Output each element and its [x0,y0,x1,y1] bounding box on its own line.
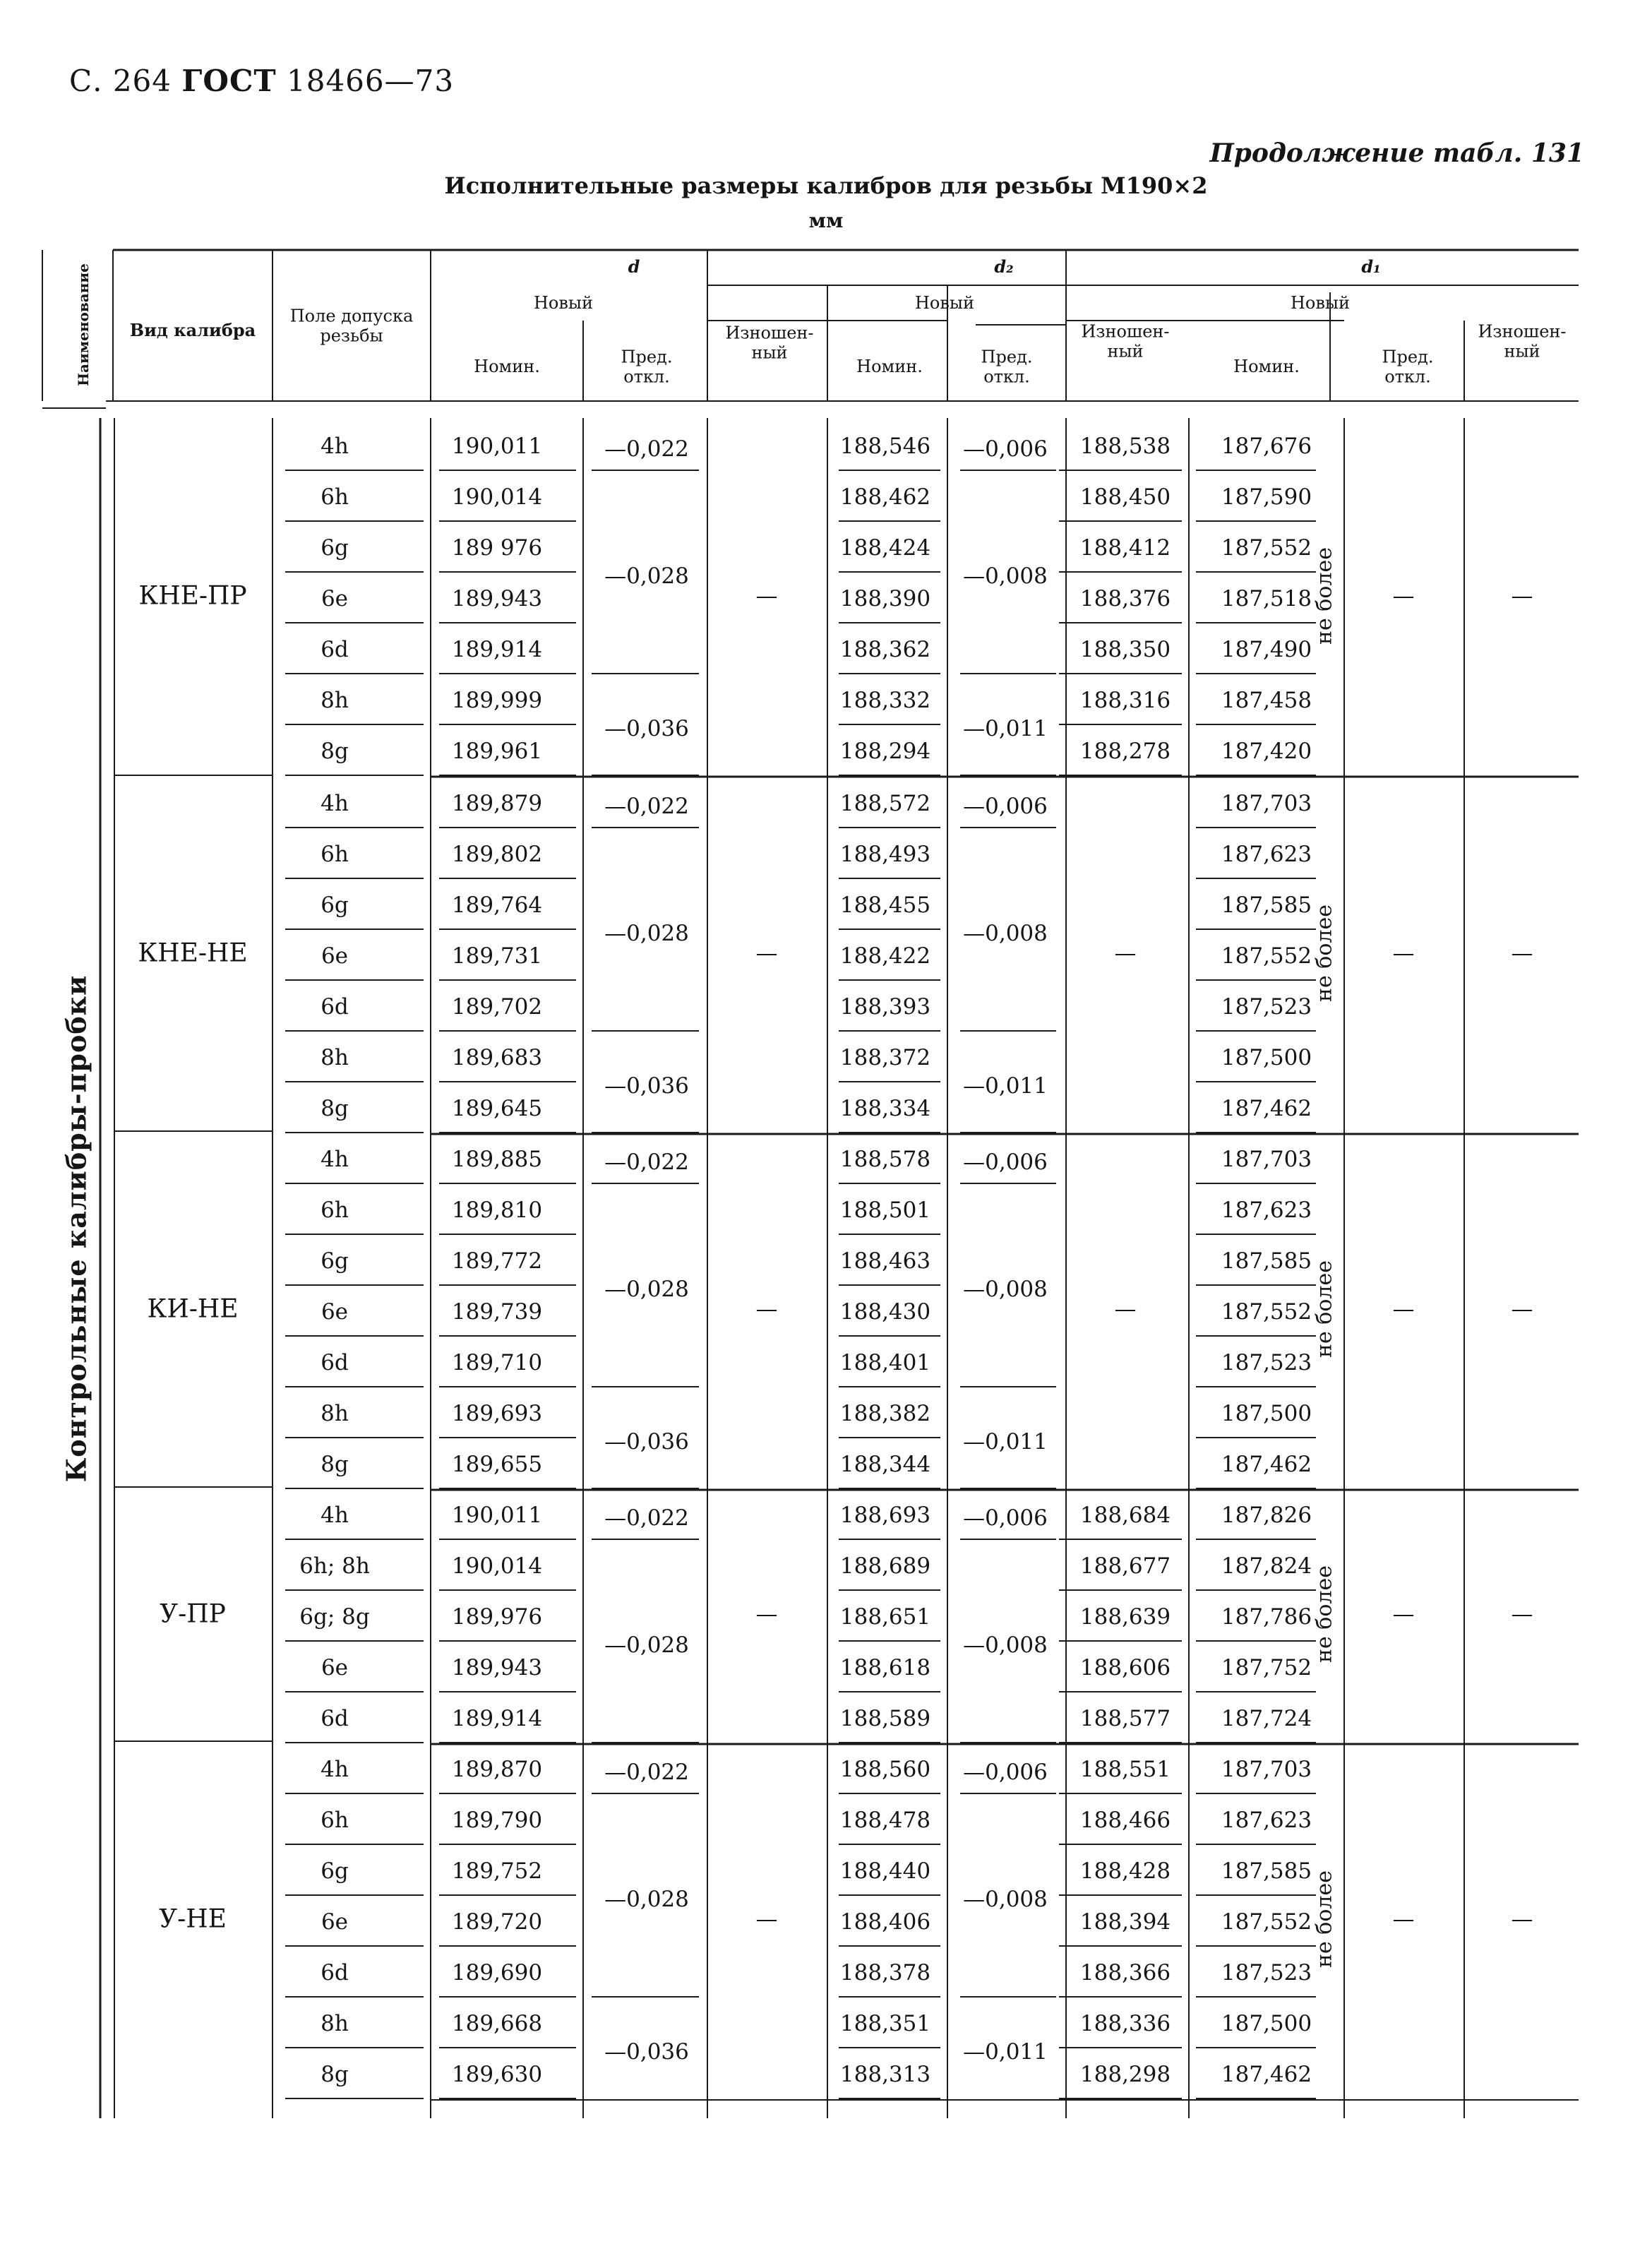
d2-worn: 188,538 [1079,434,1171,459]
table-title: Исполнительные размеры калибров для резьбы М190×2 [444,172,1208,199]
tolerance-field: 6d [321,1960,349,1986]
d2-worn: 188,316 [1079,688,1171,713]
d2-nominal: 188,501 [839,1198,931,1223]
d1-nominal: 187,703 [1221,791,1312,816]
d2-tolerance-dev: —0,011 [963,2039,1048,2065]
d-nominal: 189,885 [451,1147,543,1172]
d1-nominal: 187,623 [1221,842,1312,867]
d1-worn-dash: — [1511,941,1533,966]
d-nominal: 190,014 [451,484,543,510]
d-nominal: 189,702 [451,994,543,1020]
d2-worn: 188,466 [1079,1808,1171,1833]
d-nominal: 189,790 [451,1808,543,1833]
d2-worn: 188,278 [1079,739,1171,764]
d-nominal: 189,802 [451,842,543,867]
d2-nominal: 188,546 [839,434,931,459]
d-tolerance-dev: —0,036 [604,2039,689,2065]
d-worn-dash: — [755,1296,778,1322]
d1-not-more-label: не более [1312,904,1337,1002]
d1-not-more-label: не более [1312,1565,1337,1663]
d2-worn: 188,677 [1079,1553,1171,1579]
tolerance-field: 6g [321,1248,349,1274]
d-worn-dash: — [755,1601,778,1627]
d2-worn: 188,376 [1079,586,1171,611]
d2-tolerance-dev: —0,011 [963,1429,1048,1455]
d2-tolerance-dev: —0,006 [963,1150,1048,1175]
tolerance-field: 6d [321,637,349,662]
d-tolerance-dev: —0,028 [604,1632,689,1658]
tolerance-field: 6h [321,484,349,510]
column-header-d-dev: Пред. откл. [621,347,673,386]
d1-nominal: 187,552 [1221,1299,1312,1325]
tolerance-field: 8g [321,739,349,764]
d-tolerance-dev: —0,022 [604,1505,689,1531]
d2-worn: 188,450 [1079,484,1171,510]
d-nominal: 189,630 [451,2062,543,2087]
d2-nominal: 188,422 [839,943,931,969]
d1-nominal: 187,590 [1221,484,1312,510]
d2-tolerance-dev: —0,006 [963,794,1048,819]
d2-nominal: 188,689 [839,1553,931,1579]
tolerance-field: 4h [321,434,349,459]
tolerance-field: 6h [321,1808,349,1833]
d-tolerance-dev: —0,028 [604,921,689,946]
d-nominal: 189,879 [451,791,543,816]
gauge-kind-label: КИ-НЕ [147,1294,239,1324]
d2-worn: 188,577 [1079,1706,1171,1731]
tolerance-field: 6d [321,994,349,1020]
column-header-d2: d₂ [994,256,1014,277]
column-header-d2-nom: Номин. [856,357,923,377]
column-header-d-nom: Номин. [474,357,540,377]
d-tolerance-dev: —0,022 [604,1760,689,1785]
d2-nominal: 188,401 [839,1350,931,1375]
d1-nominal: 187,623 [1221,1198,1312,1223]
d-nominal: 189,943 [451,586,543,611]
d2-worn: 188,412 [1079,535,1171,561]
d1-nominal: 187,585 [1221,1248,1312,1274]
d2-tolerance-dev: —0,008 [963,1632,1048,1658]
d2-worn: 188,298 [1079,2062,1171,2087]
d1-nominal: 187,500 [1221,1045,1312,1070]
d-nominal: 189,870 [451,1757,543,1782]
tolerance-field: 8h [321,688,349,713]
d1-dev-dash: — [1392,583,1415,609]
d2-tolerance-dev: —0,011 [963,1073,1048,1099]
d-nominal: 189,739 [451,1299,543,1325]
d1-nominal: 187,826 [1221,1503,1312,1528]
column-header-d2-worn: Изношен-ный [1081,321,1170,361]
d1-nominal: 187,523 [1221,1960,1312,1986]
column-header-name: Наименование [75,263,92,386]
d2-nominal: 188,332 [839,688,931,713]
d2-worn-dash: — [1114,941,1137,966]
d-nominal: 190,011 [451,1503,543,1528]
d1-nominal: 187,752 [1221,1655,1312,1680]
table-continuation-label: Продолжение табл. 131 [1209,138,1584,168]
d1-nominal: 187,703 [1221,1757,1312,1782]
d-tolerance-dev: —0,028 [604,563,689,589]
column-header-d2-new: Новый [915,293,974,314]
d1-nominal: 187,585 [1221,1858,1312,1884]
tolerance-field: 8h [321,1401,349,1426]
d-tolerance-dev: —0,022 [604,436,689,462]
column-header-kind: Вид калибра [129,320,256,341]
d2-worn: 188,639 [1079,1604,1171,1630]
d2-nominal: 188,478 [839,1808,931,1833]
tolerance-field: 4h [321,1757,349,1782]
d2-tolerance-dev: —0,006 [963,1760,1048,1785]
d1-worn-dash: — [1511,583,1533,609]
tolerance-field: 8g [321,2062,349,2087]
d2-worn: 188,428 [1079,1858,1171,1884]
tolerance-field: 6e [321,943,349,969]
d-nominal: 190,011 [451,434,543,459]
d-nominal: 189,731 [451,943,543,969]
d1-dev-dash: — [1392,1296,1415,1322]
column-header-d1-nom: Номин. [1233,357,1300,377]
d2-nominal: 188,362 [839,637,931,662]
d1-nominal: 187,462 [1221,2062,1312,2087]
d2-worn-dash: — [1114,1296,1137,1322]
d1-nominal: 187,824 [1221,1553,1312,1579]
d2-tolerance-dev: —0,008 [963,1887,1048,1912]
d-nominal: 189,764 [451,892,543,918]
tolerance-field: 6d [321,1350,349,1375]
tolerance-field: 6h [321,842,349,867]
tolerance-field: 6g; 8g [299,1604,370,1630]
tolerance-field: 4h [321,1503,349,1528]
d2-nominal: 188,390 [839,586,931,611]
tolerance-field: 8h [321,2011,349,2036]
d1-dev-dash: — [1392,1906,1415,1932]
d-nominal: 189,693 [451,1401,543,1426]
d2-nominal: 188,618 [839,1655,931,1680]
d-nominal: 189,720 [451,1909,543,1935]
d1-nominal: 187,518 [1221,586,1312,611]
d-nominal: 189,668 [451,2011,543,2036]
d-nominal: 189,645 [451,1096,543,1121]
d-tolerance-dev: —0,036 [604,716,689,741]
d2-nominal: 188,382 [839,1401,931,1426]
d-worn-dash: — [755,941,778,966]
tolerance-field: 6g [321,892,349,918]
d-nominal: 189,655 [451,1452,543,1477]
d2-nominal: 188,578 [839,1147,931,1172]
page-number: С. 264 [69,64,172,98]
d1-not-more-label: не более [1312,1260,1337,1358]
d-nominal: 189,943 [451,1655,543,1680]
column-header-field: Поле допуска резьбы [289,306,414,345]
tolerance-field: 6h; 8h [299,1553,370,1579]
d2-tolerance-dev: —0,006 [963,1505,1048,1531]
d2-tolerance-dev: —0,008 [963,921,1048,946]
d-worn-dash: — [755,583,778,609]
d2-nominal: 188,493 [839,842,931,867]
d1-nominal: 187,585 [1221,892,1312,918]
d1-nominal: 187,462 [1221,1452,1312,1477]
d2-nominal: 188,589 [839,1706,931,1731]
standard-label: ГОСТ [181,64,277,98]
d-tolerance-dev: —0,022 [604,1150,689,1175]
d2-worn: 188,606 [1079,1655,1171,1680]
tolerance-field: 8g [321,1096,349,1121]
d1-worn-dash: — [1511,1601,1533,1627]
tolerance-field: 6d [321,1706,349,1731]
gauge-kind-label: КНЕ-НЕ [138,938,248,968]
d2-nominal: 188,313 [839,2062,931,2087]
gauge-kind-label: У-ПР [160,1599,226,1629]
column-header-d1-new: Новый [1291,293,1350,314]
tolerance-field: 6e [321,1909,349,1935]
tolerance-field: 8g [321,1452,349,1477]
tolerance-field: 8h [321,1045,349,1070]
d1-nominal: 187,462 [1221,1096,1312,1121]
d1-nominal: 187,552 [1221,943,1312,969]
d1-nominal: 187,500 [1221,2011,1312,2036]
d2-nominal: 188,294 [839,739,931,764]
d-nominal: 189,683 [451,1045,543,1070]
column-header-d1-worn: Изношен-ный [1478,321,1567,361]
d1-nominal: 187,523 [1221,1350,1312,1375]
d2-nominal: 188,651 [839,1604,931,1630]
d-nominal: 190,014 [451,1553,543,1579]
d2-nominal: 188,455 [839,892,931,918]
d2-nominal: 188,393 [839,994,931,1020]
gauge-kind-label: У-НЕ [159,1904,227,1934]
d2-nominal: 188,406 [839,1909,931,1935]
d1-nominal: 187,724 [1221,1706,1312,1731]
d-nominal: 189,690 [451,1960,543,1986]
d-nominal: 189,976 [451,1604,543,1630]
d-nominal: 189,772 [451,1248,543,1274]
category-label: Контрольные калибры-пробки [60,974,92,1483]
d-nominal: 189,752 [451,1858,543,1884]
d1-nominal: 187,676 [1221,434,1312,459]
column-header-d2-dev: Пред. откл. [981,347,1033,386]
d1-nominal: 187,500 [1221,1401,1312,1426]
d1-nominal: 187,490 [1221,637,1312,662]
d-nominal: 189,710 [451,1350,543,1375]
table-unit: мм [808,209,844,232]
d1-nominal: 187,552 [1221,1909,1312,1935]
standard-number: 18466—73 [287,64,455,98]
tolerance-field: 6e [321,586,349,611]
tolerance-field: 4h [321,791,349,816]
d-nominal: 189,914 [451,637,543,662]
d1-nominal: 187,623 [1221,1808,1312,1833]
d2-nominal: 188,351 [839,2011,931,2036]
d-tolerance-dev: —0,028 [604,1887,689,1912]
d2-worn: 188,350 [1079,637,1171,662]
d2-nominal: 188,560 [839,1757,931,1782]
d1-nominal: 187,523 [1221,994,1312,1020]
d2-worn: 188,551 [1079,1757,1171,1782]
column-header-d1: d₁ [1361,256,1381,277]
d1-nominal: 187,420 [1221,739,1312,764]
d2-worn: 188,336 [1079,2011,1171,2036]
d1-dev-dash: — [1392,941,1415,966]
d1-dev-dash: — [1392,1601,1415,1627]
column-header-d: d [628,256,640,277]
d1-not-more-label: не более [1312,1870,1337,1968]
d2-tolerance-dev: —0,008 [963,1277,1048,1302]
d2-tolerance-dev: —0,008 [963,563,1048,589]
d1-nominal: 187,458 [1221,688,1312,713]
d2-nominal: 188,463 [839,1248,931,1274]
d2-nominal: 188,378 [839,1960,931,1986]
d-tolerance-dev: —0,036 [604,1429,689,1455]
tolerance-field: 6e [321,1655,349,1680]
d-tolerance-dev: —0,036 [604,1073,689,1099]
d-nominal: 189,914 [451,1706,543,1731]
tolerance-field: 6h [321,1198,349,1223]
d2-nominal: 188,693 [839,1503,931,1528]
d-tolerance-dev: —0,022 [604,794,689,819]
d2-tolerance-dev: —0,006 [963,436,1048,462]
d1-not-more-label: не более [1312,547,1337,645]
tolerance-field: 6g [321,535,349,561]
d2-tolerance-dev: —0,011 [963,716,1048,741]
d1-nominal: 187,552 [1221,535,1312,561]
d2-nominal: 188,572 [839,791,931,816]
d2-nominal: 188,440 [839,1858,931,1884]
d-nominal: 189,999 [451,688,543,713]
d1-worn-dash: — [1511,1296,1533,1322]
d2-nominal: 188,430 [839,1299,931,1325]
d-nominal: 189,810 [451,1198,543,1223]
d1-nominal: 187,703 [1221,1147,1312,1172]
column-header-d1-dev: Пред. откл. [1382,347,1434,386]
tolerance-field: 6g [321,1858,349,1884]
d-tolerance-dev: —0,028 [604,1277,689,1302]
d2-nominal: 188,424 [839,535,931,561]
d2-worn: 188,366 [1079,1960,1171,1986]
d-nominal: 189 976 [451,535,543,561]
d1-nominal: 187,786 [1221,1604,1312,1630]
tolerance-field: 4h [321,1147,349,1172]
column-header-d-worn: Изношен-ный [725,323,814,362]
d1-worn-dash: — [1511,1906,1533,1932]
d-worn-dash: — [755,1906,778,1932]
d-nominal: 189,961 [451,739,543,764]
column-header-d-new: Новый [534,293,593,314]
gauge-kind-label: КНЕ-ПР [138,581,247,611]
d2-nominal: 188,462 [839,484,931,510]
d2-worn: 188,394 [1079,1909,1171,1935]
d2-nominal: 188,344 [839,1452,931,1477]
tolerance-field: 6e [321,1299,349,1325]
d2-worn: 188,684 [1079,1503,1171,1528]
d2-nominal: 188,372 [839,1045,931,1070]
d2-nominal: 188,334 [839,1096,931,1121]
